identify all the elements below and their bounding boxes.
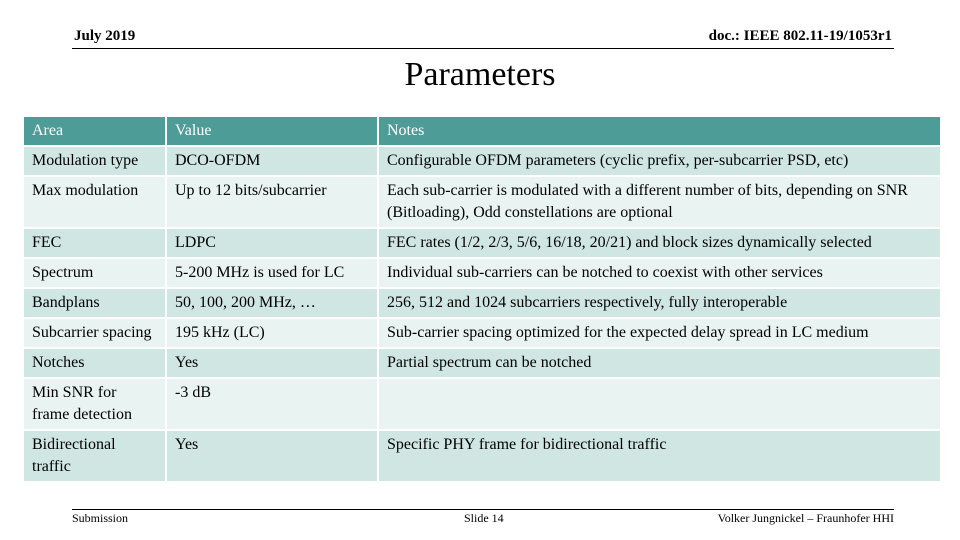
cell-value: Yes (166, 430, 378, 482)
table-row (24, 348, 941, 378)
cell-value: DCO-OFDM (166, 146, 378, 176)
table-row (24, 176, 941, 228)
footer-submission: Submission (72, 511, 129, 525)
cell-area: Notches (24, 348, 166, 378)
table-row (24, 146, 941, 176)
cell-notes (378, 378, 941, 430)
table-header-row (24, 117, 941, 146)
footer-author: Volker Jungnickel – Fraunhofer HHI (717, 511, 894, 525)
cell-value: 195 kHz (LC) (166, 318, 378, 348)
cell-notes: 256, 512 and 1024 subcarriers respectively, fully interoperable (378, 288, 941, 318)
cell-notes: Partial spectrum can be notched (378, 348, 941, 378)
cell-area: Min SNR for frame detection (24, 378, 166, 430)
cell-area: Spectrum (24, 258, 166, 288)
table-row (24, 378, 941, 430)
cell-notes: Configurable OFDM parameters (cyclic prefix, per-subcarrier PSD, etc) (378, 146, 941, 176)
table-row (24, 228, 941, 258)
cell-notes: Individual sub-carriers can be notched to coexist with other services (378, 258, 941, 288)
cell-value: Yes (166, 348, 378, 378)
header-divider (72, 48, 894, 49)
footer-slide-number: Slide 14 (464, 511, 504, 525)
header-doc-id: doc.: IEEE 802.11-19/1053r1 (708, 28, 892, 44)
cell-value: LDPC (166, 228, 378, 258)
header-value: Value (166, 117, 378, 146)
cell-value: -3 dB (166, 378, 378, 430)
header-notes: Notes (378, 117, 941, 146)
parameters-table (24, 117, 942, 483)
cell-area: Subcarrier spacing (24, 318, 166, 348)
table-row (24, 318, 941, 348)
cell-value: 5-200 MHz is used for LC (166, 258, 378, 288)
table-row (24, 430, 941, 482)
cell-area: FEC (24, 228, 166, 258)
cell-notes: Sub-carrier spacing optimized for the expected delay spread in LC medium (378, 318, 941, 348)
cell-notes: Specific PHY frame for bidirectional traffic (378, 430, 941, 482)
cell-notes: FEC rates (1/2, 2/3, 5/6, 16/18, 20/21) and block sizes dynamically selected (378, 228, 941, 258)
cell-area: Bandplans (24, 288, 166, 318)
cell-area: Max modulation (24, 176, 166, 228)
cell-value: 50, 100, 200 MHz, … (166, 288, 378, 318)
slide-title: Parameters (404, 56, 556, 93)
cell-area: Bidirectional traffic (24, 430, 166, 482)
cell-notes: Each sub-carrier is modulated with a different number of bits, depending on SNR (Bitloading), Odd constellations are optional (378, 176, 941, 228)
table-row (24, 258, 941, 288)
cell-value: Up to 12 bits/subcarrier (166, 176, 378, 228)
footer-divider (72, 509, 894, 510)
cell-area: Modulation type (24, 146, 166, 176)
header-area: Area (24, 117, 166, 146)
table-row (24, 288, 941, 318)
header-date: July 2019 (74, 28, 136, 44)
